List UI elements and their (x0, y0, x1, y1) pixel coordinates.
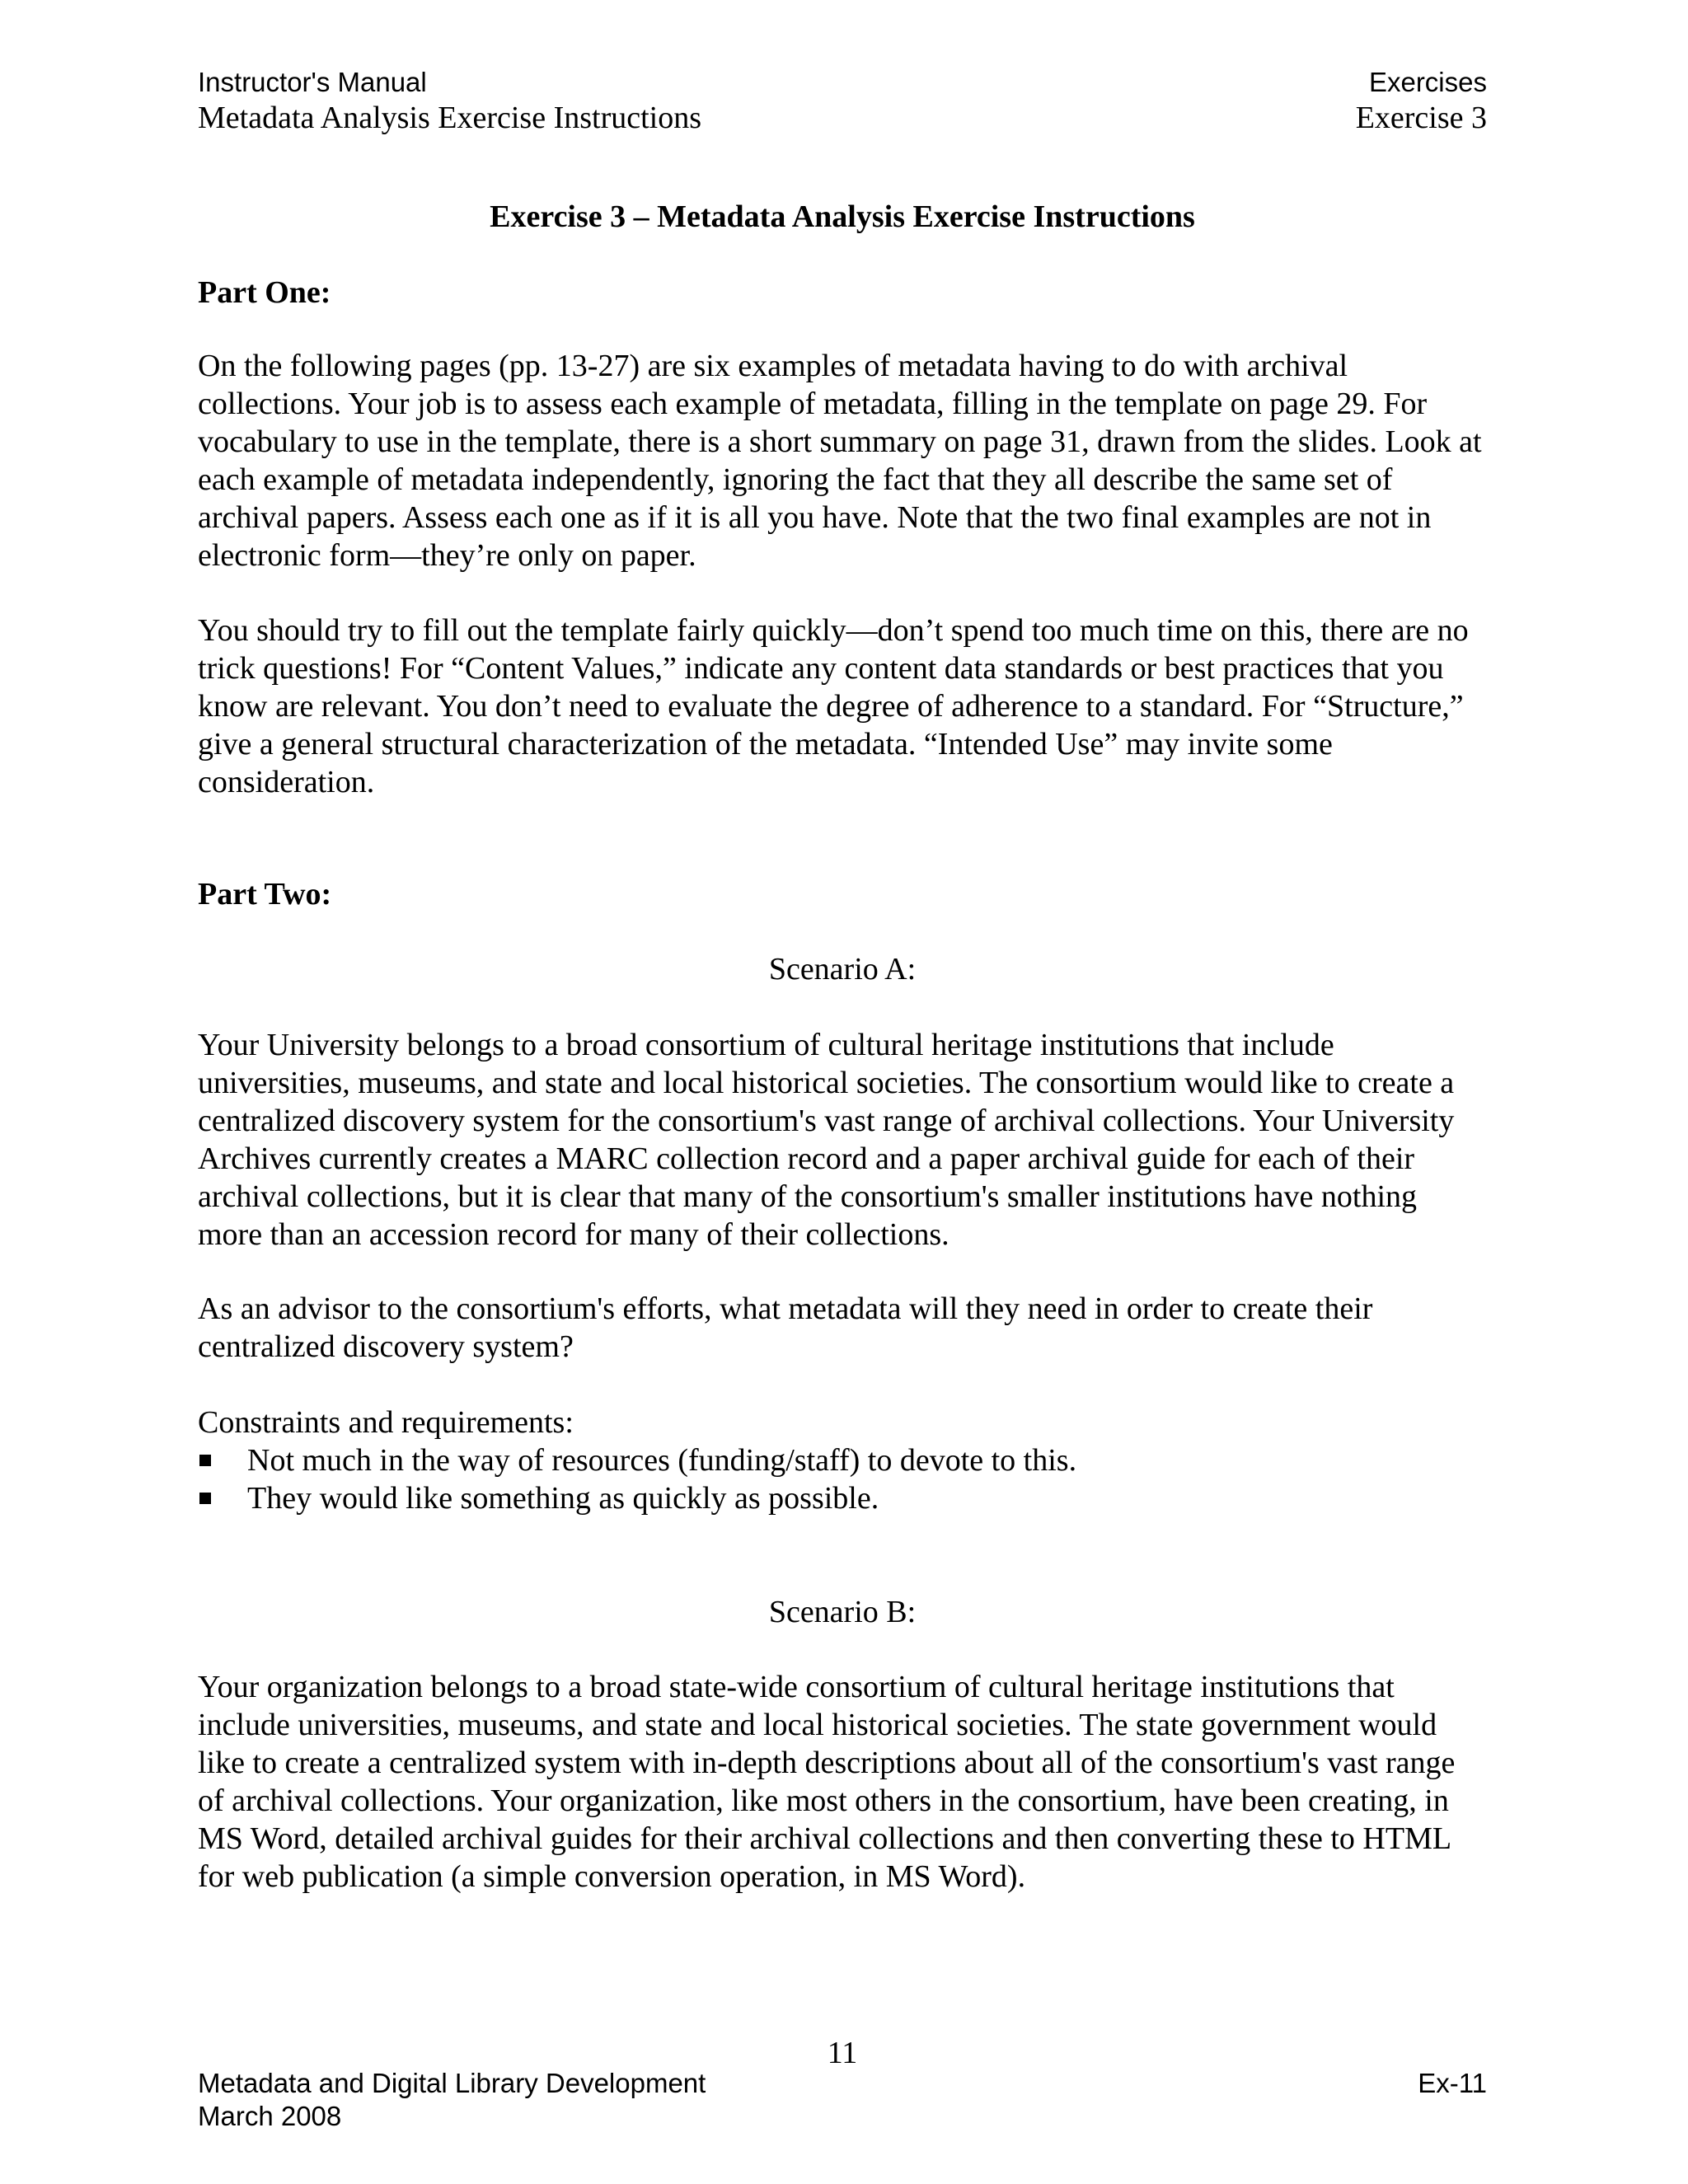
constraints-list (198, 1441, 1487, 1517)
part-one-heading: Part One: (198, 275, 331, 310)
footer-course-title: Metadata and Digital Library Development (198, 2068, 706, 2098)
running-footer (198, 2067, 1487, 2133)
constraint-text: They would like something as quickly as possible. (247, 1481, 879, 1516)
scenario-b-paragraph-1: Your organization belongs to a broad state-wide consortium of cultural heritage institutions that include universities, museums, and state and local historical societies. The state government would like to create a centralized system with in-depth descriptions about all of the consortium's vast range of archival collections. Your organization, like most others in the consortium, have been creating, in MS Word, detailed archival guides for their archival collections and then converting these to HTML for web publication (a simple conversion operation, in MS Word). (198, 1670, 1456, 1894)
part-one-paragraph-1: On the following pages (pp. 13-27) are six examples of metadata having to do with archival collections. Your job is to assess each example of metadata, filling in the template on page 29. For vocabulary to use in the template, there is a short summary on page 31, drawn from the slides. Look at each example of metadata independently, ignoring the fact that they all describe the same set of archival papers. Assess each one as if it is all you have. Note that the two final examples are not in electronic form—they’re only on paper. (198, 349, 1482, 573)
scenario-b-title: Scenario B: (768, 1595, 917, 1629)
scenario-a-paragraph-1: Your University belongs to a broad consortium of cultural heritage institutions that include universities, museums, and state and local historical societies. The consortium would like to create a centralized discovery system for the consortium's vast range of archival collections. Your University Archives currently creates a MARC collection record and a paper archival guide for each of their archival collections, but it is clear that many of the consortium's smaller institutions have nothing more than an accession record for many of their collections. (198, 1028, 1455, 1252)
scenario-a-paragraph-2: As an advisor to the consortium's efforts, what metadata will they need in order to create their centralized discovery system? (198, 1291, 1373, 1364)
page-title: Exercise 3 – Metadata Analysis Exercise Instructions (490, 199, 1195, 234)
part-one-paragraph-2: You should try to fill out the template fairly quickly—don’t spend too much time on this, there are no trick questions! For “Content Values,” indicate any content data standards or best practices that you know are relevant. You don’t need to evaluate the degree of adherence to a standard. For “Structure,” give a general structural characterization of the metadata. “Intended Use” may invite some consideration. (198, 613, 1469, 799)
constraint-text: Not much in the way of resources (funding/staff) to devote to this. (247, 1443, 1077, 1478)
header-section-label: Exercises (1368, 67, 1487, 97)
footer-page-code: Ex-11 (1418, 2068, 1487, 2098)
constraints-label: Constraints and requirements: (198, 1405, 574, 1440)
document-page (198, 0, 1487, 2184)
header-manual-label: Instructor's Manual (198, 67, 427, 97)
scenario-a-title: Scenario A: (768, 952, 917, 987)
header-exercise-number: Exercise 3 (1355, 101, 1487, 135)
list-item (198, 1479, 1487, 1517)
list-item (198, 1441, 1487, 1479)
page-number: 11 (827, 2036, 858, 2070)
running-header-top (198, 66, 1487, 99)
header-document-title: Metadata Analysis Exercise Instructions (198, 101, 702, 135)
running-header-bottom (198, 99, 1487, 137)
part-two-heading: Part Two: (198, 877, 332, 912)
square-bullet-icon (199, 1493, 211, 1504)
square-bullet-icon (199, 1455, 211, 1466)
footer-date: March 2008 (198, 2101, 342, 2131)
